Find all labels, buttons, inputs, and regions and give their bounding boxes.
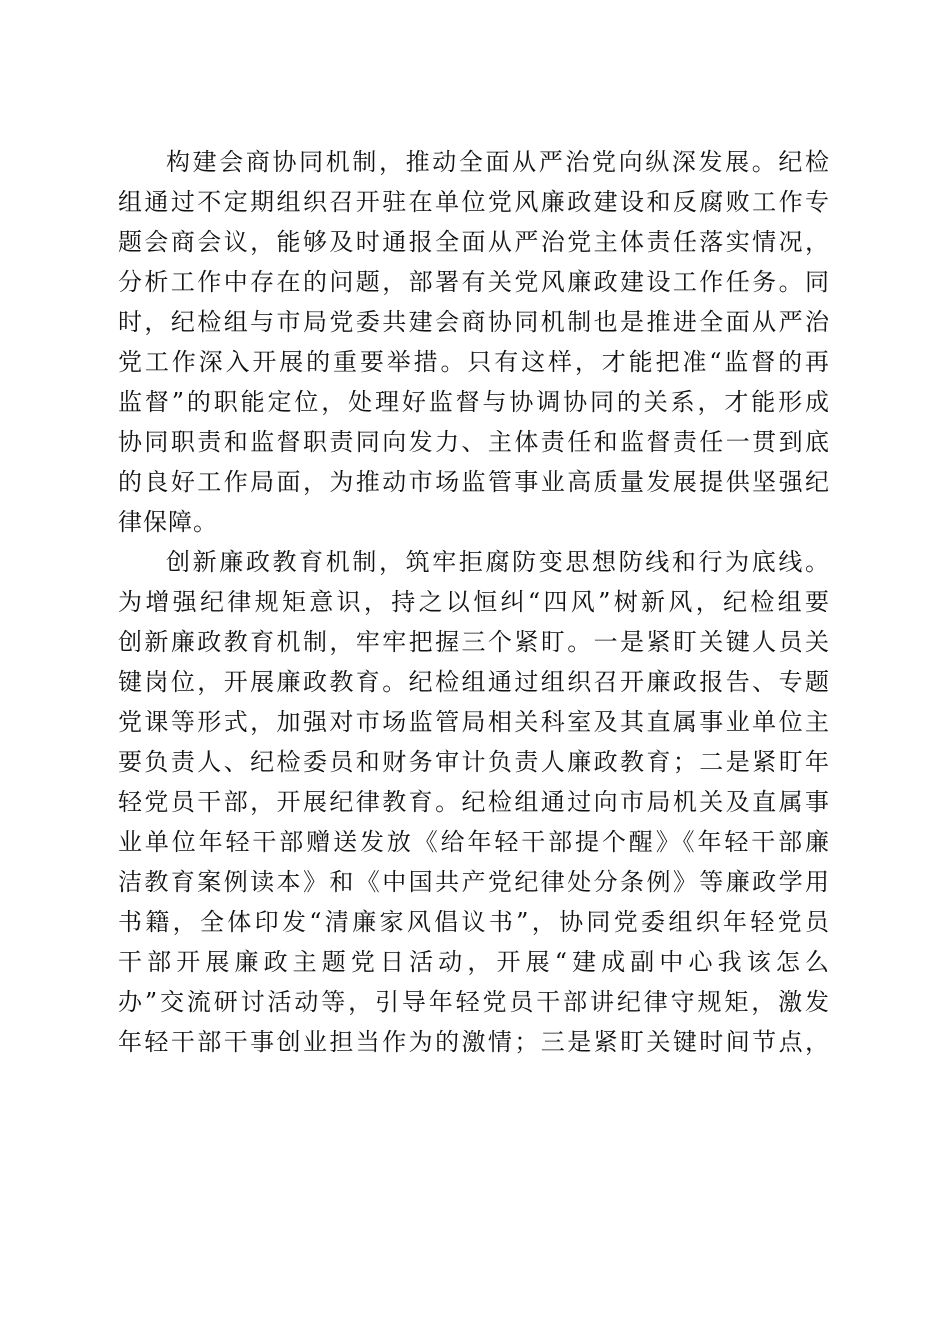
paragraph-line: 时，纪检组与市局党委共建会商协同机制也是推进全面从严治 — [118, 308, 830, 336]
paragraph-line: 构建会商协同机制，推动全面从严治党向纵深发展。纪检 — [166, 148, 830, 176]
paragraph-line: 组通过不定期组织召开驻在单位党风廉政建设和反腐败工作专 — [118, 188, 830, 216]
body-text — [118, 142, 830, 1062]
paragraph-line: 党工作深入开展的重要举措。只有这样，才能把准“监督的再 — [118, 348, 830, 376]
paragraph-line: 书籍，全体印发“清廉家风倡议书”，协同党委组织年轻党员 — [118, 908, 830, 936]
paragraph-line: 协同职责和监督职责同向发力、主体责任和监督责任一贯到底 — [118, 428, 830, 456]
paragraph-line: 业单位年轻干部赠送发放《给年轻干部提个醒》《年轻干部廉 — [118, 828, 830, 856]
paragraph-line: 分析工作中存在的问题，部署有关党风廉政建设工作任务。同 — [118, 268, 830, 296]
paragraph-line: 为增强纪律规矩意识，持之以恒纠“四风”树新风，纪检组要 — [118, 588, 830, 616]
paragraph-integrity-education — [118, 542, 830, 1062]
paragraph-line: 题会商会议，能够及时通报全面从严治党主体责任落实情况， — [118, 228, 830, 256]
paragraph-line: 干部开展廉政主题党日活动，开展“建成副中心我该怎么 — [118, 948, 830, 976]
paragraph-line: 要负责人、纪检委员和财务审计负责人廉政教育；二是紧盯年 — [118, 748, 830, 776]
paragraph-line: 年轻干部干事创业担当作为的激情；三是紧盯关键时间节点， — [118, 1028, 830, 1056]
paragraph-line: 键岗位，开展廉政教育。纪检组通过组织召开廉政报告、专题 — [118, 668, 830, 696]
paragraph-line: 监督”的职能定位，处理好监督与协调协同的关系，才能形成 — [118, 388, 830, 416]
paragraph-line: 创新廉政教育机制，筑牢拒腐防变思想防线和行为底线。 — [166, 548, 830, 576]
paragraph-consultation-mechanism — [118, 142, 830, 542]
paragraph-line: 党课等形式，加强对市场监管局相关科室及其直属事业单位主 — [118, 708, 830, 736]
paragraph-line: 洁教育案例读本》和《中国共产党纪律处分条例》等廉政学用 — [118, 868, 830, 896]
paragraph-line: 轻党员干部，开展纪律教育。纪检组通过向市局机关及直属事 — [118, 788, 830, 816]
paragraph-line: 创新廉政教育机制，牢牢把握三个紧盯。一是紧盯关键人员关 — [118, 628, 830, 656]
paragraph-line: 办”交流研讨活动等，引导年轻党员干部讲纪律守规矩，激发 — [118, 988, 830, 1016]
paragraph-line: 律保障。 — [118, 508, 218, 536]
paragraph-line: 的良好工作局面，为推动市场监管事业高质量发展提供坚强纪 — [118, 468, 830, 496]
